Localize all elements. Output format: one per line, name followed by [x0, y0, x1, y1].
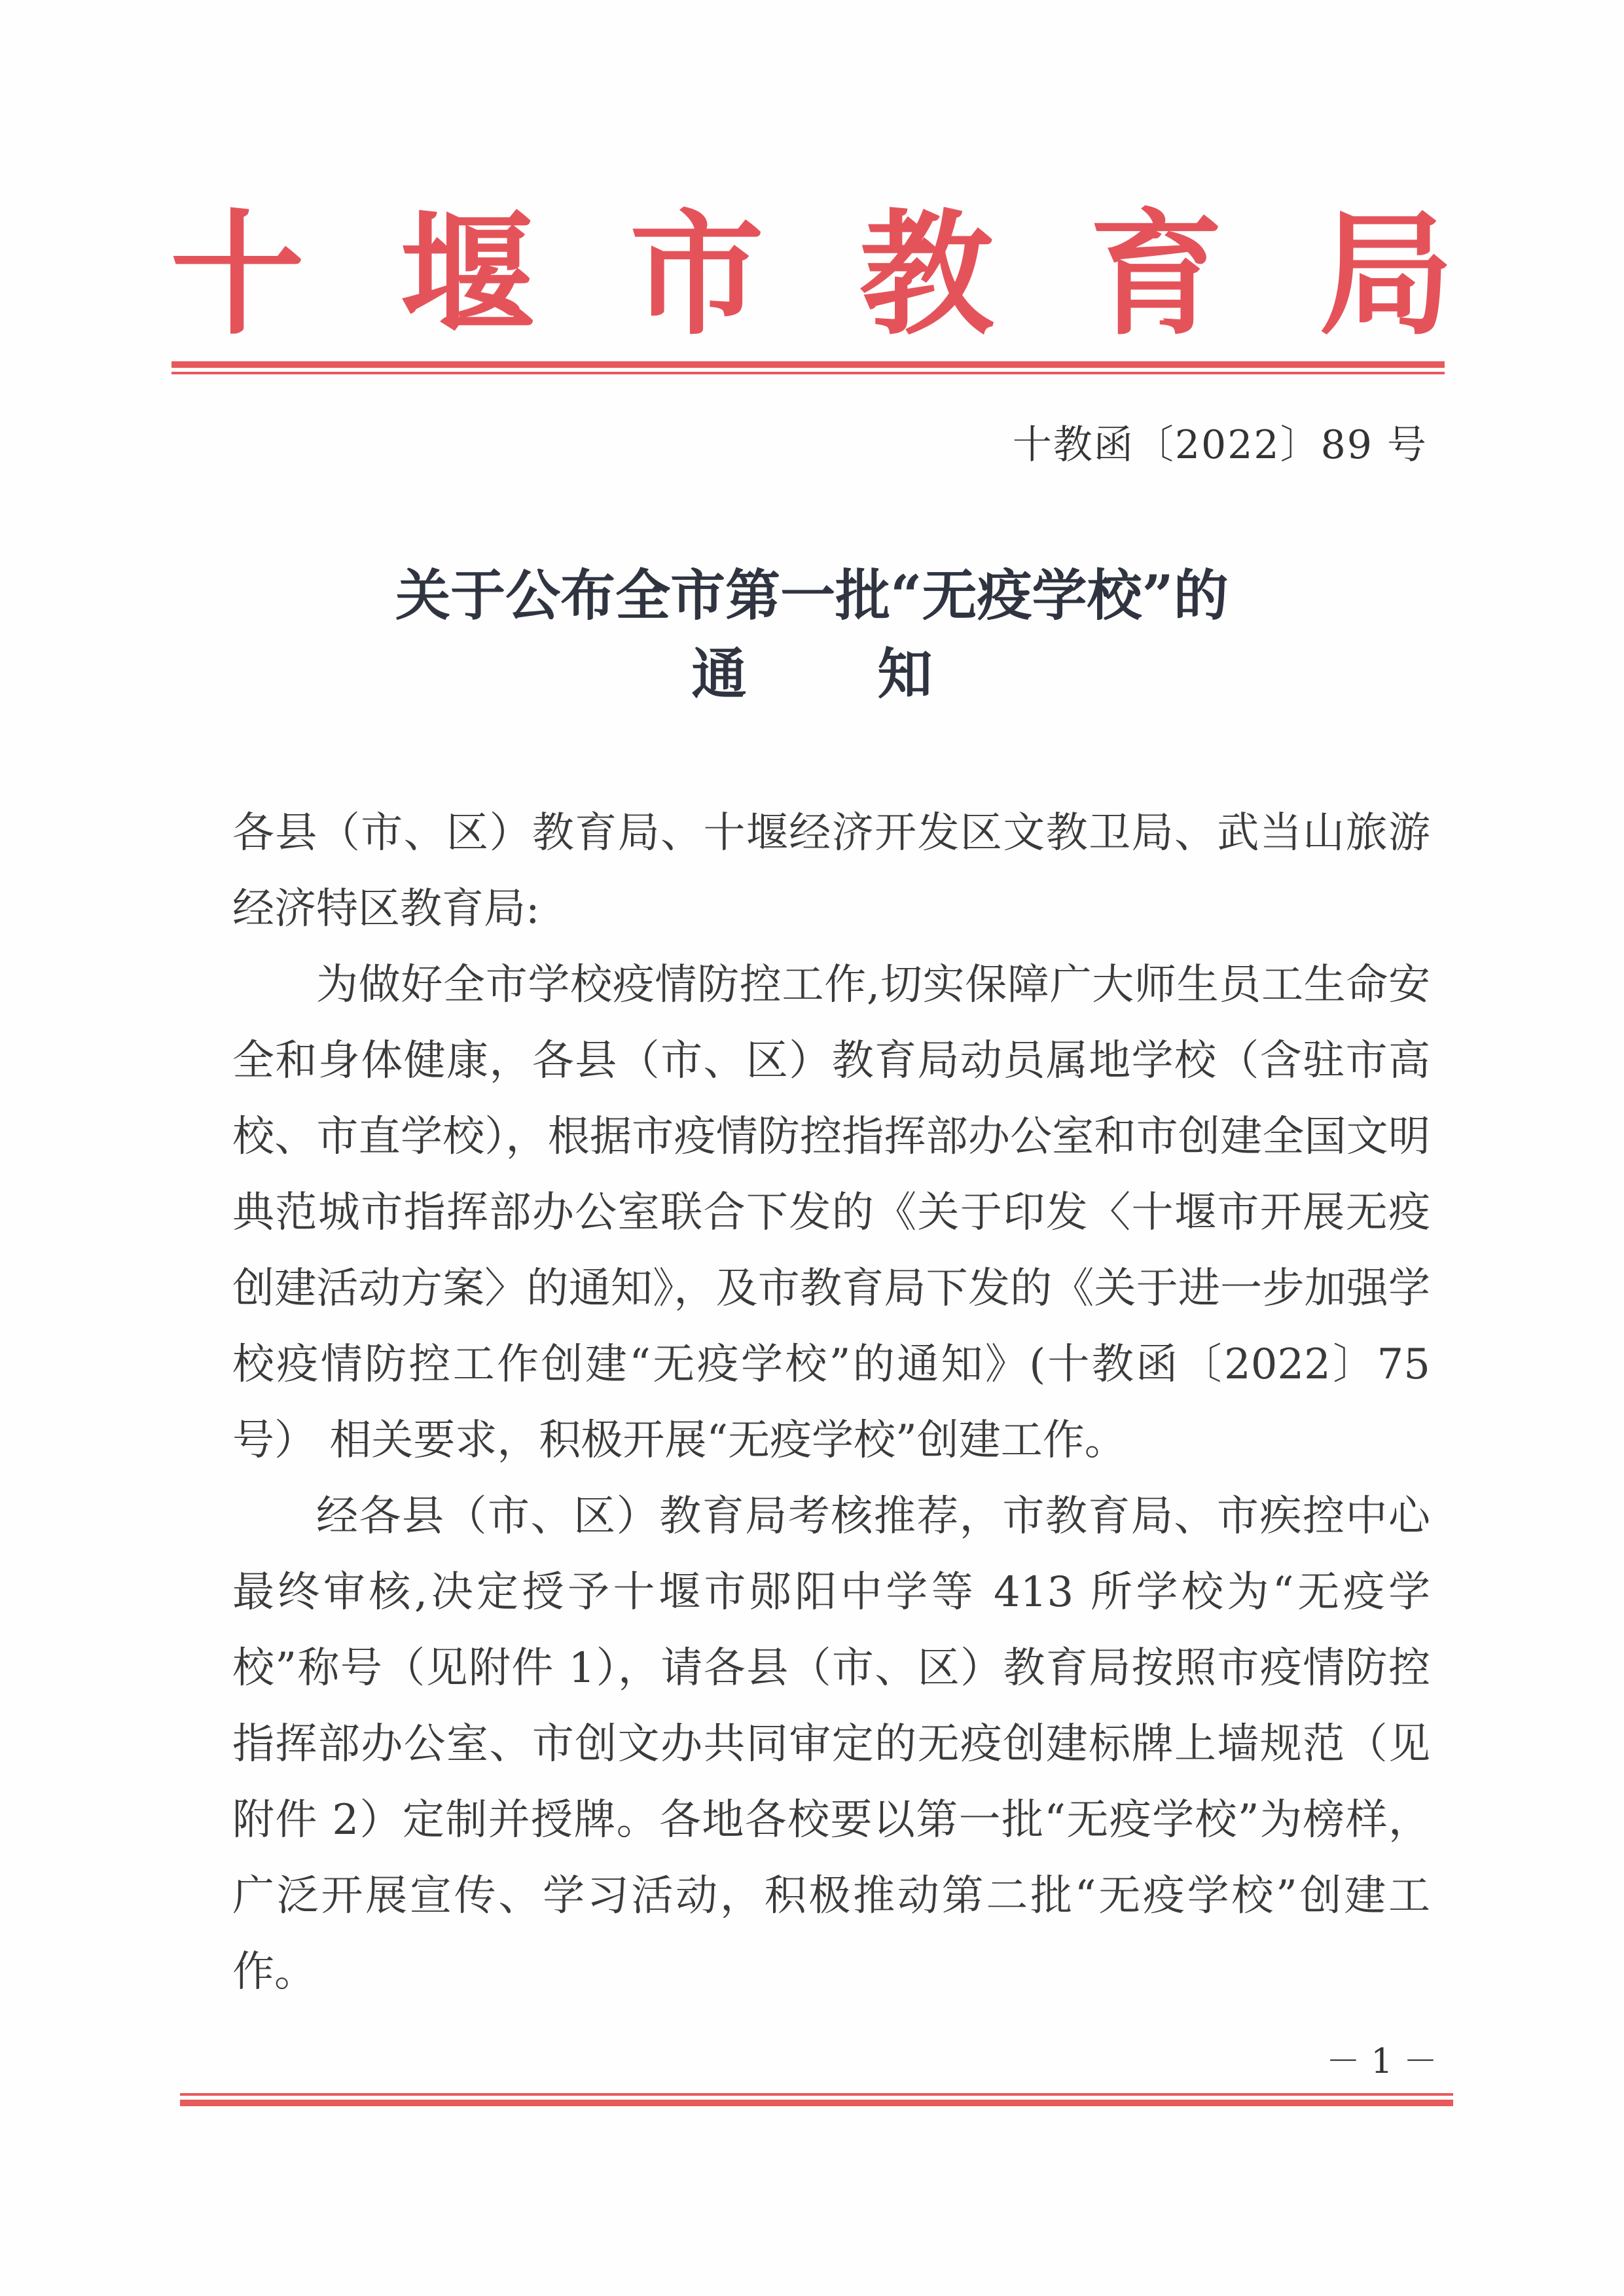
org-char: 市	[630, 196, 764, 353]
org-char: 育	[1089, 196, 1223, 353]
page-number: － 1 －	[1326, 2042, 1437, 2081]
header-divider-thin-line	[171, 372, 1445, 374]
org-char: 十	[170, 196, 304, 353]
footer-divider-thin-line	[180, 2093, 1453, 2096]
notice-title-line1: 关于公布全市第一批“无疫学校”的	[395, 563, 1229, 628]
org-char: 堰	[400, 196, 534, 353]
header-red-divider	[171, 361, 1445, 378]
notice-title-line2: 通知	[691, 641, 1064, 706]
issuing-organization-header	[170, 196, 1453, 353]
document-body	[232, 795, 1430, 2010]
body-paragraph-2: 经各县（市、区）教育局考核推荐，市教育局、市疾控中心最终审核,决定授予十堰市郧阳中学等 413 所学校为“无疫学校”称号（见附件 1），请各县（市、区）教育局按照市疫情防控指挥部办公室、市创文办共同审定的无疫创建标牌上墙规范（见附件 2）定制并授牌。各地各校要以第一批“无疫学校”为榜样，广泛开展宣传、学习活动，积极推动第二批“无疫学校”创建工作。	[232, 1492, 1430, 1996]
notice-title	[0, 556, 1624, 713]
footer-divider-thick-line	[180, 2100, 1453, 2106]
header-divider-thick-line	[171, 361, 1445, 368]
footer-red-divider	[180, 2093, 1453, 2110]
org-char: 局	[1319, 196, 1453, 353]
document-number: 十教函〔2022〕89 号	[1012, 422, 1428, 468]
addressee-line: 各县（市、区）教育局、十堰经济开发区文教卫局、武当山旅游经济特区教育局:	[232, 809, 1430, 933]
org-char: 教	[859, 196, 994, 353]
body-paragraph-1: 为做好全市学校疫情防控工作,切实保障广大师生员工生命安全和身体健康，各县（市、区）教育局动员属地学校（含驻市高校、市直学校），根据市疫情防控指挥部办公室和市创建全国文明典范城市指挥部办公室联合下发的《关于印发〈十堰市开展无疫创建活动方案〉的通知》，及市教育局下发的《关于进一步加强学校疫情防控工作创建“无疫学校”的通知》(十教函〔2022〕75号） 相关要求，积极开展“无疫学校”创建工作。	[232, 961, 1430, 1465]
